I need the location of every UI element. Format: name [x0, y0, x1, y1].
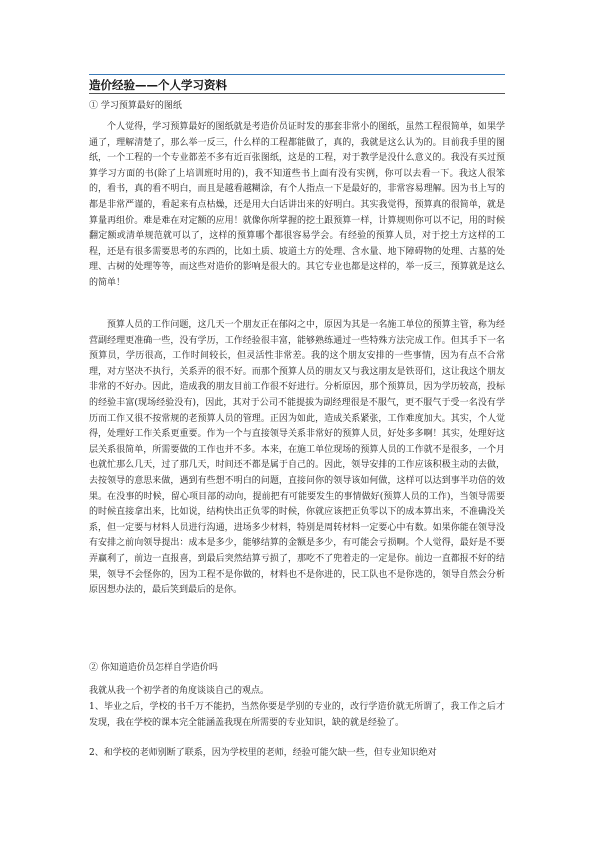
section-heading-1: ① 学习预算最好的图纸	[89, 101, 182, 111]
paragraph-2: 预算人员的工作问题，这几天一个朋友正在郁闷之中，原因为其是一名施工单位的预算主管，称为经营副经理更准确一些，没有学历，工作经验很丰富，能够熟练通过一些特殊方法完成工作。但其手下一名预算员，学历很高，工作时间较长，但灵活性非常差。我的这个朋友安排的一些事情，因为有点不合常理，对方坚决不执行，关系弄的很不好。而那个预算人员的朋友又与我这朋友是铁哥们，这让我这个朋友非常的不好办。因此，造成我的朋友目前工作很不好进行。分析原因，那个预算员，因为学历较高，投标的经验丰富(现场经验没有)，因此，其对于公司不能提拔为副经理很是不服气，更不服气于受一名没有学历而工作又很不按常规的老预算人员的管理。正因为如此，造成关系紧张，工作难度加大。其实，个人觉得，处理好工作关系更重要。作为一个与直接领导关系非常好的预算人员，好处多多啊！其实，处理好这层关系很简单，所需要做的工作也并不多。本来，在施工单位现场的预算人员的工作就不是很多，一个月也就忙那么几天，过了那几天，时间还不都是属于自己的。因此，领导安排的工作应该积极主动的去做，去按领导的意思来做，遇到有些想不明白的问题，直接问你的领导该如何做，这样可以达到事半功倍的效果。在没事的时候，留心项目部的动向，提前把有可能要发生的事情做好(预算人员的工作)，当领导需要的时候直接拿出来，比如说，结构快出正负零的时候，你就应该把正负零以下的成本算出来，不准确没关系，但一定要与材料人员进行沟通，进场多少材料，特别是周转材料一定要心中有数。如果你能在领导没有安排之前向领导提出：成本是多少，能够结算的金额是多少，有可能会亏损啊。个人觉得，最好是不要弄赢利了，前边一直报喜，到最后突然结算亏损了，那吃不了兜着走的一定是你。前边一直都报不好的结果，领导不会怪你的，因为工程不是你做的，材料也不是你进的，民工队也不是你选的，领导自然会分析原因想办法的，最后笑到最后的是你。	[89, 320, 505, 596]
header-rule	[89, 74, 505, 75]
section-heading-2: ② 你知道造价员怎样自学造价吗	[89, 663, 218, 673]
paragraph-1: 个人觉得，学习预算最好的图纸就是考造价员证时发的那套非常小的图纸，虽然工程很简单，如果学通了，理解清楚了，那么举一反三，什么样的工程都能做了，真的，我就是这么认为的。目前我手里的图纸，一个工程的一个专业都差不多有近百张图纸，这是的工程，对于教学是没什么意义的。我没有买过预算学习方面的书(除了上培训班时用的)，我不知道些书上面有没有实例，你可以去看一下。我这人很笨的，看书，真的看不明白，而且是越看越糊涂，有个人指点一下是最好的，非常容易理解。因为书上写的都是非常严谨的，看起来有点枯燥，还是用大白话讲出来的好明白。其实我觉得，预算真的很简单，就是算量再组价。难是难在对定额的应用！就像你所掌握的挖土跟预算一样，计算规则你可以不记，用的时候翻定额或清单规范就可以了，这样的预算哪个都很容易学会。有经验的预算人员，对于挖土方这样的工程，还是有很多需要思考的东西的，比如土质、坡道土方的处理、含水量、地下障碍物的处理、古墓的处理、古树的处理等等，而这些对造价的影响是很大的。其它专业也都是这样的，举一反三，预算就是这么的简单！	[89, 122, 505, 288]
document-title: 造价经验——个人学习资料	[89, 78, 227, 92]
paragraph-4: 1、毕业之后，学校的书千万不能扔，当然你要是学别的专业的，改行学造价就无所谓了，我工作之后才发现，我在学校的课本完全能涵盖我现在所需要的专业知识，缺的就是经验了。	[89, 702, 505, 728]
paragraph-3: 我就从我一个初学者的角度谈谈自己的观点。	[89, 686, 270, 696]
paragraph-5: 2、和学校的老师别断了联系，因为学校里的老师，经验可能欠缺一些，但专业知识绝对	[89, 748, 437, 758]
title-underline	[89, 93, 505, 94]
